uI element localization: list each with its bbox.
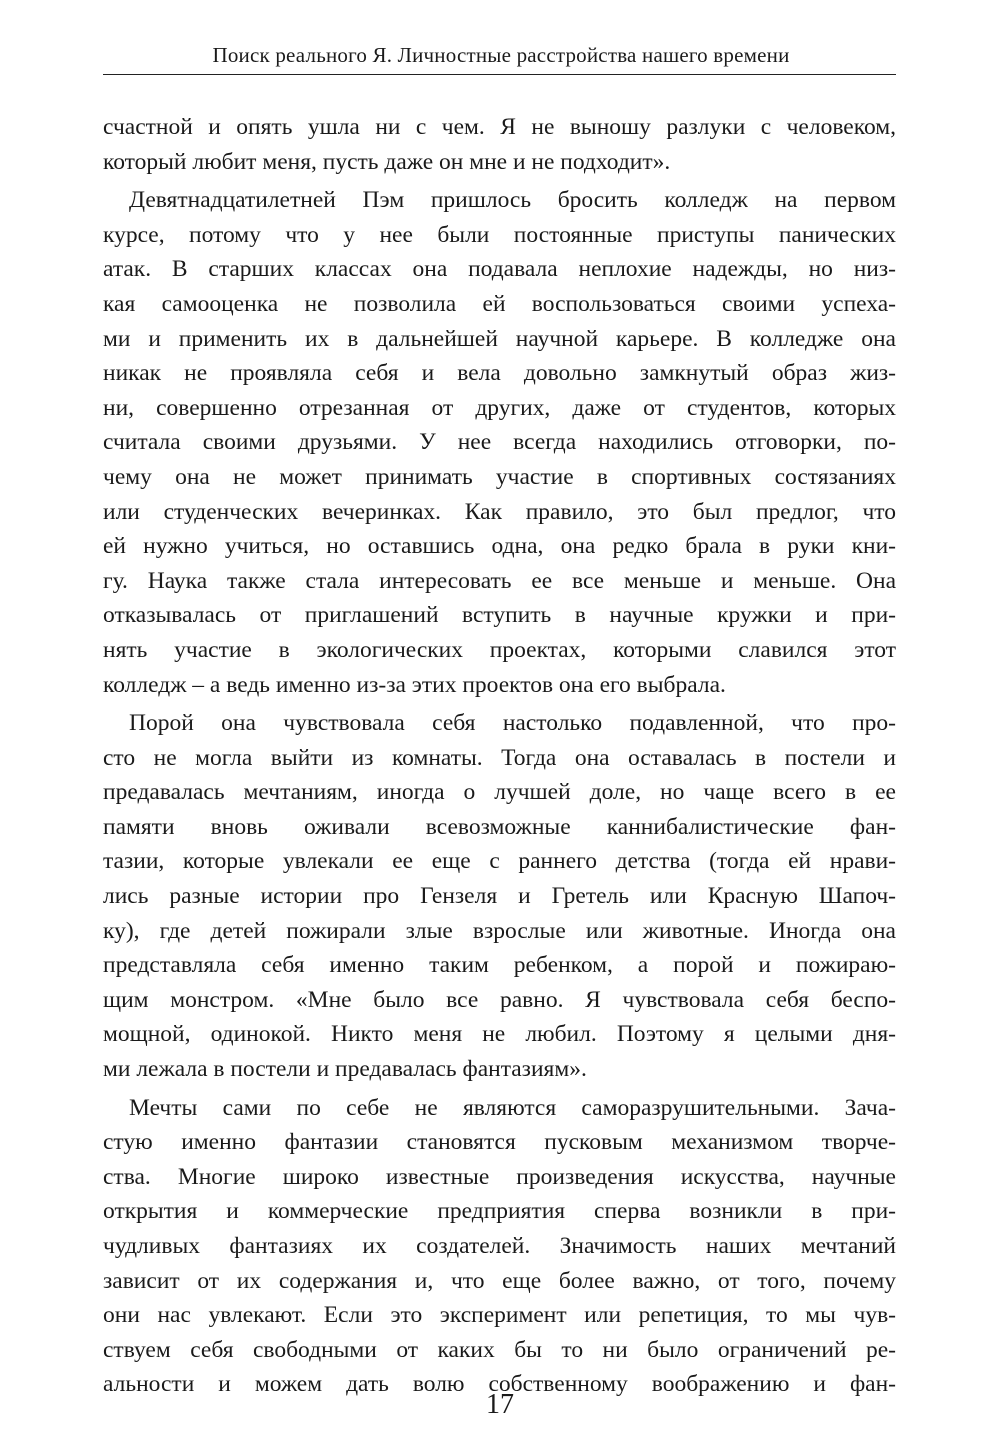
text-line: курсе, потому что у нее были постоянные приступы панических xyxy=(103,221,896,248)
text-line: Мечты сами по себе не являются саморазрушительными. Зача- xyxy=(129,1094,896,1121)
text-line: они нас увлекают. Если это эксперимент или репетиция, то мы чув- xyxy=(103,1302,896,1329)
text-line: ми лежала в постели и предавалась фантазиям». xyxy=(103,1056,587,1083)
running-head: Поиск реального Я. Личностные расстройства нашего времени xyxy=(212,43,790,67)
body-text xyxy=(103,110,896,1402)
text-line: тазии, которые увлекали ее еще с раннего детства (тогда ей нрави- xyxy=(103,848,896,875)
text-line: мощной, одинокой. Никто меня не любил. Поэтому я целыми дня- xyxy=(103,1021,896,1048)
text-line: ни, совершенно отрезанная от других, даже от студентов, которых xyxy=(103,394,896,421)
text-line: ей нужно учиться, но оставшись одна, она редко брала в руки кни- xyxy=(103,533,896,560)
paragraph xyxy=(103,706,896,1087)
text-line: счастной и опять ушла ни с чем. Я не выношу разлуки с человеком, xyxy=(103,114,896,140)
text-line: который любит меня, пусть даже он мне и не подходит». xyxy=(103,148,671,175)
text-line: ства. Многие широко известные произведения искусства, научные xyxy=(103,1163,896,1190)
text-line: Порой она чувствовала себя настолько подавленной, что про- xyxy=(129,710,896,737)
paragraph xyxy=(103,1091,896,1402)
text-line: альности и можем дать волю собственному воображению и фан- xyxy=(103,1371,896,1398)
text-line: Девятнадцатилетней Пэм пришлось бросить колледж на первом xyxy=(129,187,896,214)
page-number: 17 xyxy=(486,1389,514,1420)
text-line: стую именно фантазии становятся пусковым механизмом творче- xyxy=(103,1129,896,1156)
text-line: чудливых фантазиях их создателей. Значимость наших мечтаний xyxy=(103,1233,896,1259)
text-line: кая самооценка не позволила ей воспользоваться своими успеха- xyxy=(103,290,896,317)
text-line: ку), где детей пожирали злые взрослые или животные. Иногда она xyxy=(103,917,896,944)
text-line: ствуем себя свободными от каких бы то ни было ограничений ре- xyxy=(103,1336,896,1363)
text-line: памяти вновь оживали всевозможные каннибалистические фан- xyxy=(103,813,896,840)
text-line: сто не могла выйти из комнаты. Тогда она оставалась в постели и xyxy=(103,744,896,771)
text-line: представляла себя именно таким ребенком, а порой и пожираю- xyxy=(103,952,896,979)
paragraph xyxy=(103,183,896,702)
text-line: гу. Наука также стала интересовать ее все меньше и меньше. Она xyxy=(103,567,896,594)
text-line: предавалась мечтаниям, иногда о лучшей доле, но чаще всего в ее xyxy=(103,779,896,806)
text-line: лись разные истории про Гензеля и Гретель или Красную Шапоч- xyxy=(103,883,896,910)
header-rule xyxy=(103,74,896,75)
text-line: атак. В старших классах она подавала неплохие надежды, но низ- xyxy=(103,256,896,283)
text-line: ми и применить их в дальнейшей научной карьере. В колледже она xyxy=(103,325,896,352)
text-line: нять участие в экологических проектах, которыми славился этот xyxy=(103,636,896,663)
text-line: открытия и коммерческие предприятия сперва возникли в при- xyxy=(103,1198,896,1225)
text-line: чему она не может принимать участие в спортивных состязаниях xyxy=(103,463,896,490)
text-line: зависит от их содержания и, что еще более важно, от того, почему xyxy=(103,1267,896,1294)
text-line: считала своими друзьями. У нее всегда находились отговорки, по- xyxy=(103,429,896,456)
text-line: отказывалась от приглашений вступить в научные кружки и при- xyxy=(103,602,896,629)
text-line: щим монстром. «Мне было все равно. Я чувствовала себя беспо- xyxy=(103,986,896,1013)
text-line: никак не проявляла себя и вела довольно замкнутый образ жиз- xyxy=(103,360,896,387)
paragraph xyxy=(103,110,896,179)
text-line: колледж – а ведь именно из-за этих проектов она его выбрала. xyxy=(103,671,726,698)
text-line: или студенческих вечеринках. Как правило, это был предлог, что xyxy=(103,498,896,525)
